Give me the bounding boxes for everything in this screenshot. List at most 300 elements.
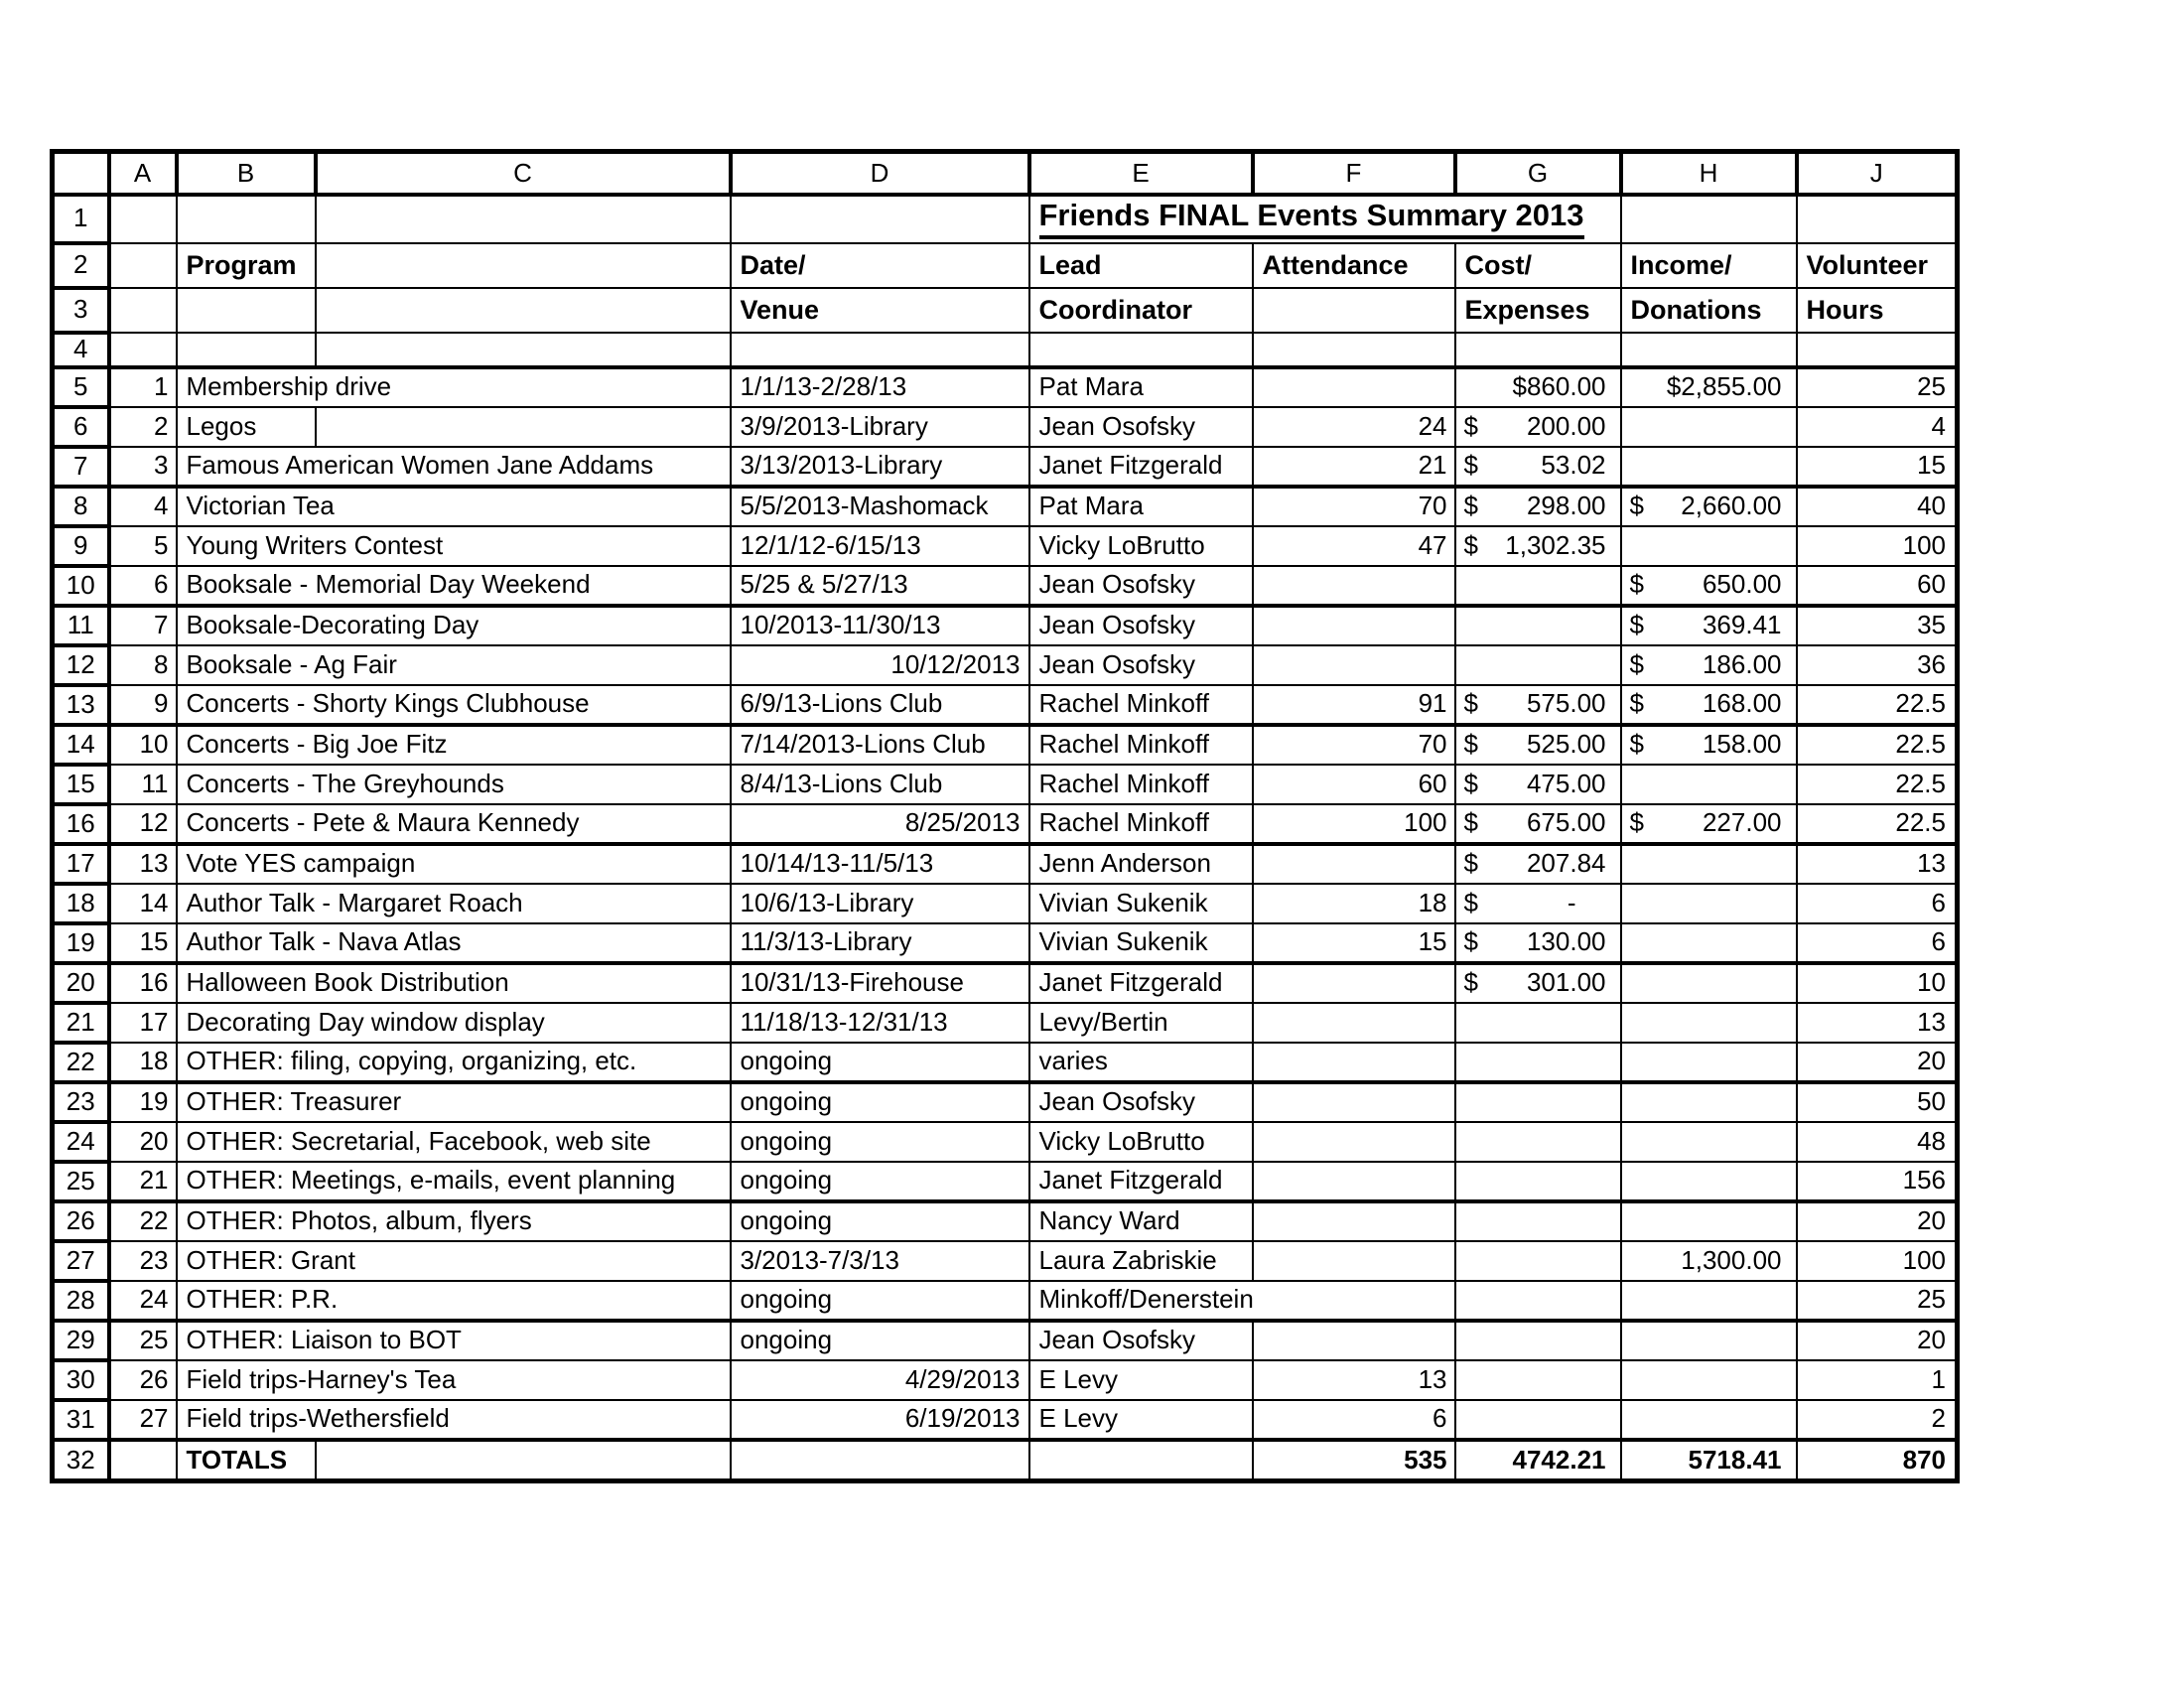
hours-cell: 6 <box>1797 923 1958 963</box>
program-cell: OTHER: Grant <box>177 1241 731 1281</box>
program-number-cell: 20 <box>109 1122 177 1162</box>
program-cell: Young Writers Contest <box>177 526 731 566</box>
cost-cell <box>1455 685 1621 725</box>
cost-cell-amount: - <box>1567 887 1576 917</box>
sheet-row <box>53 566 1958 606</box>
lead-cell: E Levy <box>1029 1360 1253 1400</box>
volunteer-hours-header: Volunteer <box>1797 243 1958 288</box>
income-cell <box>1621 447 1797 487</box>
attendance-cell: 70 <box>1253 487 1455 526</box>
row-header: 10 <box>53 566 109 606</box>
row-header: 1 <box>53 195 109 243</box>
income-cell <box>1621 1360 1797 1400</box>
income-cell <box>1621 963 1797 1003</box>
row-header: 32 <box>53 1440 109 1481</box>
cost-cell <box>1455 526 1621 566</box>
column-header: G <box>1455 152 1621 195</box>
sheet-row <box>53 487 1958 526</box>
corner-cell <box>53 152 109 195</box>
income-cell-amount: 168.00 <box>1702 688 1782 719</box>
cost-cell <box>1455 407 1621 447</box>
cost-cell-symbol: $ <box>1463 410 1478 441</box>
sheet-row <box>53 447 1958 487</box>
lead-cell: Jean Osofsky <box>1029 407 1253 447</box>
empty-cell <box>316 333 731 367</box>
income-cell <box>1621 1082 1797 1122</box>
cost-cell-amount: 675.00 <box>1526 807 1606 838</box>
lead-cell: Jean Osofsky <box>1029 566 1253 606</box>
row-header: 23 <box>53 1082 109 1122</box>
row-header: 30 <box>53 1360 109 1400</box>
cost-cell-amount: 301.00 <box>1526 967 1606 998</box>
program-cell: Booksale - Ag Fair <box>177 645 731 685</box>
income-cell-amount: 227.00 <box>1702 807 1782 838</box>
lead-cell: Nancy Ward <box>1029 1201 1253 1241</box>
income-cell <box>1621 606 1797 645</box>
income-cell <box>1621 487 1797 526</box>
lead-cell: Vivian Sukenik <box>1029 923 1253 963</box>
sheet-row <box>53 963 1958 1003</box>
hours-cell: 100 <box>1797 1241 1958 1281</box>
attendance-cell <box>1253 1043 1455 1082</box>
hours-cell: 48 <box>1797 1122 1958 1162</box>
cost-cell <box>1455 804 1621 844</box>
program-number-cell: 5 <box>109 526 177 566</box>
lead-cell: Minkoff/Denerstein <box>1029 1281 1455 1321</box>
sheet-row <box>53 1122 1958 1162</box>
hours-cell: 156 <box>1797 1162 1958 1201</box>
sheet-row <box>53 152 1958 195</box>
column-header: F <box>1253 152 1455 195</box>
cost-cell-amount: 53.02 <box>1541 450 1606 481</box>
program-number-cell: 13 <box>109 844 177 884</box>
row-header: 28 <box>53 1281 109 1321</box>
program-number-cell: 1 <box>109 367 177 407</box>
sheet-row <box>53 844 1958 884</box>
date-cell: 10/14/13-11/5/13 <box>731 844 1029 884</box>
program-cell: Decorating Day window display <box>177 1003 731 1043</box>
empty-cell <box>1455 333 1621 367</box>
program-number-cell: 8 <box>109 645 177 685</box>
sheet-row <box>53 243 1958 288</box>
income-cell <box>1621 1122 1797 1162</box>
sheet-row <box>53 1043 1958 1082</box>
cost-cell <box>1455 765 1621 804</box>
lead-cell: Levy/Bertin <box>1029 1003 1253 1043</box>
attendance-cell <box>1253 963 1455 1003</box>
empty-cell <box>1029 333 1253 367</box>
empty-cell <box>1621 195 1797 243</box>
program-number-cell: 4 <box>109 487 177 526</box>
empty-cell <box>109 195 177 243</box>
program-cell: Author Talk - Nava Atlas <box>177 923 731 963</box>
cost-cell <box>1455 487 1621 526</box>
sheet-row <box>53 1241 1958 1281</box>
cost-cell-symbol: $ <box>1463 768 1478 798</box>
income-cell-amount: 650.00 <box>1702 569 1782 600</box>
program-cell: OTHER: Treasurer <box>177 1082 731 1122</box>
program-number-cell: 26 <box>109 1360 177 1400</box>
program-number-cell: 7 <box>109 606 177 645</box>
attendance-cell <box>1253 1162 1455 1201</box>
date-cell: 3/2013-7/3/13 <box>731 1241 1029 1281</box>
cost-cell-amount: 207.84 <box>1526 848 1606 879</box>
sheet-row <box>53 1281 1958 1321</box>
program-cell: OTHER: Liaison to BOT <box>177 1321 731 1360</box>
spreadsheet-sheet <box>50 149 1960 1483</box>
income-cell <box>1621 844 1797 884</box>
empty-cell <box>316 195 731 243</box>
income-cell <box>1621 645 1797 685</box>
cost-cell <box>1455 606 1621 645</box>
empty-cell <box>316 288 731 333</box>
date-cell: 10/12/2013 <box>731 645 1029 685</box>
row-header: 6 <box>53 407 109 447</box>
sheet-row <box>53 1360 1958 1400</box>
hours-cell: 25 <box>1797 367 1958 407</box>
income-cell <box>1621 884 1797 923</box>
sheet-row <box>53 645 1958 685</box>
empty-cell <box>316 407 731 447</box>
sheet-row <box>53 407 1958 447</box>
hours-cell: 15 <box>1797 447 1958 487</box>
row-header: 16 <box>53 804 109 844</box>
attendance-cell <box>1253 1122 1455 1162</box>
sheet-row <box>53 765 1958 804</box>
empty-cell <box>731 333 1029 367</box>
income-cell <box>1621 526 1797 566</box>
row-header: 27 <box>53 1241 109 1281</box>
sheet-row <box>53 884 1958 923</box>
cost-cell <box>1455 645 1621 685</box>
income-cell <box>1621 923 1797 963</box>
column-header: B <box>177 152 316 195</box>
income-cell-symbol: $ <box>1629 569 1644 600</box>
date-venue-header: Venue <box>731 288 1029 333</box>
row-header: 12 <box>53 645 109 685</box>
cost-cell-symbol: $ <box>1463 450 1478 481</box>
empty-cell <box>731 1440 1029 1481</box>
program-cell: Membership drive <box>177 367 731 407</box>
date-cell: 3/9/2013-Library <box>731 407 1029 447</box>
attendance-cell: 47 <box>1253 526 1455 566</box>
hours-cell: 10 <box>1797 963 1958 1003</box>
program-number-cell: 12 <box>109 804 177 844</box>
income-cell <box>1621 1321 1797 1360</box>
program-number-cell: 3 <box>109 447 177 487</box>
income-cell-symbol: $ <box>1629 729 1644 760</box>
date-cell: 6/19/2013 <box>731 1400 1029 1440</box>
attendance-cell: 100 <box>1253 804 1455 844</box>
cost-cell-amount: 1,302.35 <box>1505 529 1606 560</box>
cost-expenses-header: Cost/ <box>1455 243 1621 288</box>
program-cell: Author Talk - Margaret Roach <box>177 884 731 923</box>
lead-cell: Vicky LoBrutto <box>1029 526 1253 566</box>
date-cell: ongoing <box>731 1043 1029 1082</box>
program-cell: OTHER: P.R. <box>177 1281 731 1321</box>
program-cell: Famous American Women Jane Addams <box>177 447 731 487</box>
empty-cell <box>109 333 177 367</box>
date-cell: 7/14/2013-Lions Club <box>731 725 1029 765</box>
program-number-cell: 22 <box>109 1201 177 1241</box>
program-cell: Concerts - Shorty Kings Clubhouse <box>177 685 731 725</box>
income-cell <box>1621 1003 1797 1043</box>
empty-cell <box>109 1440 177 1481</box>
lead-cell: Jean Osofsky <box>1029 1321 1253 1360</box>
hours-cell: 100 <box>1797 526 1958 566</box>
hours-cell: 1 <box>1797 1360 1958 1400</box>
totals-cost: 4742.21 <box>1455 1440 1621 1481</box>
hours-cell: 4 <box>1797 407 1958 447</box>
hours-cell: 22.5 <box>1797 765 1958 804</box>
row-header: 25 <box>53 1162 109 1201</box>
cost-cell <box>1455 1043 1621 1082</box>
attendance-cell <box>1253 1241 1455 1281</box>
row-header: 2 <box>53 243 109 288</box>
date-cell: 6/9/13-Lions Club <box>731 685 1029 725</box>
cost-cell-symbol: $ <box>1463 807 1478 838</box>
cost-cell-amount: 475.00 <box>1526 768 1606 798</box>
cost-cell <box>1455 1241 1621 1281</box>
sheet-row <box>53 367 1958 407</box>
cost-cell-symbol: $ <box>1463 529 1478 560</box>
program-number-cell: 11 <box>109 765 177 804</box>
sheet-body <box>53 152 1958 1481</box>
attendance-cell: 60 <box>1253 765 1455 804</box>
lead-cell: E Levy <box>1029 1400 1253 1440</box>
income-cell <box>1621 1201 1797 1241</box>
program-number-cell: 25 <box>109 1321 177 1360</box>
row-header: 29 <box>53 1321 109 1360</box>
row-header: 13 <box>53 685 109 725</box>
cost-cell-amount: 298.00 <box>1526 491 1606 521</box>
date-cell: 12/1/12-6/15/13 <box>731 526 1029 566</box>
program-number-cell: 14 <box>109 884 177 923</box>
income-cell <box>1621 685 1797 725</box>
sheet-row <box>53 1162 1958 1201</box>
program-number-cell: 10 <box>109 725 177 765</box>
income-cell <box>1621 1162 1797 1201</box>
program-number-cell: 9 <box>109 685 177 725</box>
program-cell: Legos <box>177 407 316 447</box>
cost-cell <box>1455 1122 1621 1162</box>
date-cell: 8/4/13-Lions Club <box>731 765 1029 804</box>
sheet-row <box>53 1003 1958 1043</box>
lead-cell: Jenn Anderson <box>1029 844 1253 884</box>
lead-cell: Pat Mara <box>1029 487 1253 526</box>
sheet-row <box>53 288 1958 333</box>
hours-cell: 20 <box>1797 1321 1958 1360</box>
cost-cell-amount: 200.00 <box>1526 410 1606 441</box>
program-cell: Booksale-Decorating Day <box>177 606 731 645</box>
date-cell: ongoing <box>731 1321 1029 1360</box>
hours-cell: 13 <box>1797 844 1958 884</box>
attendance-header: Attendance <box>1253 243 1455 288</box>
attendance-cell: 13 <box>1253 1360 1455 1400</box>
attendance-cell: 18 <box>1253 884 1455 923</box>
lead-cell: Laura Zabriskie <box>1029 1241 1253 1281</box>
program-number-cell: 16 <box>109 963 177 1003</box>
row-header: 9 <box>53 526 109 566</box>
sheet-row <box>53 923 1958 963</box>
program-cell: Vote YES campaign <box>177 844 731 884</box>
cost-cell <box>1455 844 1621 884</box>
lead-cell: Janet Fitzgerald <box>1029 1162 1253 1201</box>
cost-cell-symbol: $ <box>1463 491 1478 521</box>
attendance-cell <box>1253 367 1455 407</box>
cost-cell <box>1455 884 1621 923</box>
date-cell: 11/18/13-12/31/13 <box>731 1003 1029 1043</box>
sheet-row <box>53 1082 1958 1122</box>
empty-cell <box>109 243 177 288</box>
sheet-row <box>53 685 1958 725</box>
cost-cell-symbol: $ <box>1463 848 1478 879</box>
date-cell: 10/6/13-Library <box>731 884 1029 923</box>
empty-cell <box>177 195 316 243</box>
income-cell-symbol: $ <box>1629 491 1644 521</box>
program-cell: Field trips-Harney's Tea <box>177 1360 731 1400</box>
program-number-cell: 19 <box>109 1082 177 1122</box>
date-cell: 5/5/2013-Mashomack <box>731 487 1029 526</box>
hours-cell: 36 <box>1797 645 1958 685</box>
program-number-cell: 2 <box>109 407 177 447</box>
hours-cell: 22.5 <box>1797 804 1958 844</box>
program-number-cell: 15 <box>109 923 177 963</box>
income-cell-symbol: $ <box>1629 648 1644 679</box>
income-cell <box>1621 725 1797 765</box>
program-cell: Victorian Tea <box>177 487 731 526</box>
date-venue-header: Date/ <box>731 243 1029 288</box>
lead-cell: Jean Osofsky <box>1029 645 1253 685</box>
cost-cell-amount: 525.00 <box>1526 729 1606 760</box>
date-cell: 10/31/13-Firehouse <box>731 963 1029 1003</box>
income-cell-symbol: $ <box>1629 610 1644 640</box>
attendance-cell <box>1253 1321 1455 1360</box>
row-header: 15 <box>53 765 109 804</box>
cost-cell-amount: 130.00 <box>1526 926 1606 957</box>
lead-cell: Jean Osofsky <box>1029 1082 1253 1122</box>
program-number-cell: 24 <box>109 1281 177 1321</box>
hours-cell: 22.5 <box>1797 685 1958 725</box>
page-title: Friends FINAL Events Summary 2013 <box>1039 199 1584 239</box>
hours-cell: 20 <box>1797 1201 1958 1241</box>
row-header: 8 <box>53 487 109 526</box>
cost-cell <box>1455 1360 1621 1400</box>
income-cell <box>1621 407 1797 447</box>
lead-cell: Rachel Minkoff <box>1029 765 1253 804</box>
attendance-cell <box>1253 566 1455 606</box>
lead-cell: Rachel Minkoff <box>1029 685 1253 725</box>
hours-cell: 13 <box>1797 1003 1958 1043</box>
sheet-row <box>53 1440 1958 1481</box>
column-header: H <box>1621 152 1797 195</box>
cost-cell <box>1455 1082 1621 1122</box>
date-cell: 3/13/2013-Library <box>731 447 1029 487</box>
program-header: Program <box>177 243 316 288</box>
hours-cell: 50 <box>1797 1082 1958 1122</box>
sheet-row <box>53 1321 1958 1360</box>
income-cell: 1,300.00 <box>1621 1241 1797 1281</box>
date-cell: 4/29/2013 <box>731 1360 1029 1400</box>
cost-cell <box>1455 1003 1621 1043</box>
row-header: 17 <box>53 844 109 884</box>
hours-cell: 60 <box>1797 566 1958 606</box>
cost-cell-symbol: $ <box>1463 926 1478 957</box>
lead-cell: Jean Osofsky <box>1029 606 1253 645</box>
hours-cell: 40 <box>1797 487 1958 526</box>
lead-cell: Rachel Minkoff <box>1029 804 1253 844</box>
date-cell: 11/3/13-Library <box>731 923 1029 963</box>
cost-cell <box>1455 1201 1621 1241</box>
cost-cell <box>1455 447 1621 487</box>
row-header: 11 <box>53 606 109 645</box>
empty-cell <box>1797 333 1958 367</box>
income-cell <box>1621 1043 1797 1082</box>
attendance-cell <box>1253 1082 1455 1122</box>
lead-coordinator-header: Coordinator <box>1029 288 1253 333</box>
cost-cell <box>1455 725 1621 765</box>
income-cell-symbol: $ <box>1629 688 1644 719</box>
income-cell <box>1621 566 1797 606</box>
sheet-row <box>53 526 1958 566</box>
title-cell <box>1029 195 1621 243</box>
row-header: 26 <box>53 1201 109 1241</box>
cost-cell <box>1455 923 1621 963</box>
sheet-row <box>53 606 1958 645</box>
program-cell: Concerts - The Greyhounds <box>177 765 731 804</box>
income-cell <box>1621 1400 1797 1440</box>
lead-cell: Rachel Minkoff <box>1029 725 1253 765</box>
row-header: 24 <box>53 1122 109 1162</box>
date-cell: ongoing <box>731 1281 1029 1321</box>
row-header: 4 <box>53 333 109 367</box>
income-cell-amount: 369.41 <box>1702 610 1782 640</box>
income-donations-header: Donations <box>1621 288 1797 333</box>
cost-cell-symbol: $ <box>1463 688 1478 719</box>
row-header: 19 <box>53 923 109 963</box>
empty-cell <box>316 1440 731 1481</box>
empty-cell <box>177 333 316 367</box>
attendance-cell: 21 <box>1253 447 1455 487</box>
column-header: C <box>316 152 731 195</box>
sheet-row <box>53 804 1958 844</box>
empty-cell <box>1029 1440 1253 1481</box>
row-header: 21 <box>53 1003 109 1043</box>
cost-cell <box>1455 1281 1621 1321</box>
row-header: 22 <box>53 1043 109 1082</box>
row-header: 18 <box>53 884 109 923</box>
lead-coordinator-header: Lead <box>1029 243 1253 288</box>
income-cell <box>1621 765 1797 804</box>
lead-cell: Janet Fitzgerald <box>1029 447 1253 487</box>
program-cell: OTHER: Meetings, e-mails, event planning <box>177 1162 731 1201</box>
date-cell: ongoing <box>731 1162 1029 1201</box>
row-header: 31 <box>53 1400 109 1440</box>
program-cell: Concerts - Big Joe Fitz <box>177 725 731 765</box>
empty-cell <box>1797 195 1958 243</box>
program-number-cell: 23 <box>109 1241 177 1281</box>
lead-cell: varies <box>1029 1043 1253 1082</box>
hours-cell: 2 <box>1797 1400 1958 1440</box>
lead-cell: Vivian Sukenik <box>1029 884 1253 923</box>
volunteer-hours-header: Hours <box>1797 288 1958 333</box>
totals-income: 5718.41 <box>1621 1440 1797 1481</box>
program-cell: OTHER: Photos, album, flyers <box>177 1201 731 1241</box>
column-header: A <box>109 152 177 195</box>
attendance-cell: 15 <box>1253 923 1455 963</box>
sheet-row <box>53 1201 1958 1241</box>
date-cell: 10/2013-11/30/13 <box>731 606 1029 645</box>
